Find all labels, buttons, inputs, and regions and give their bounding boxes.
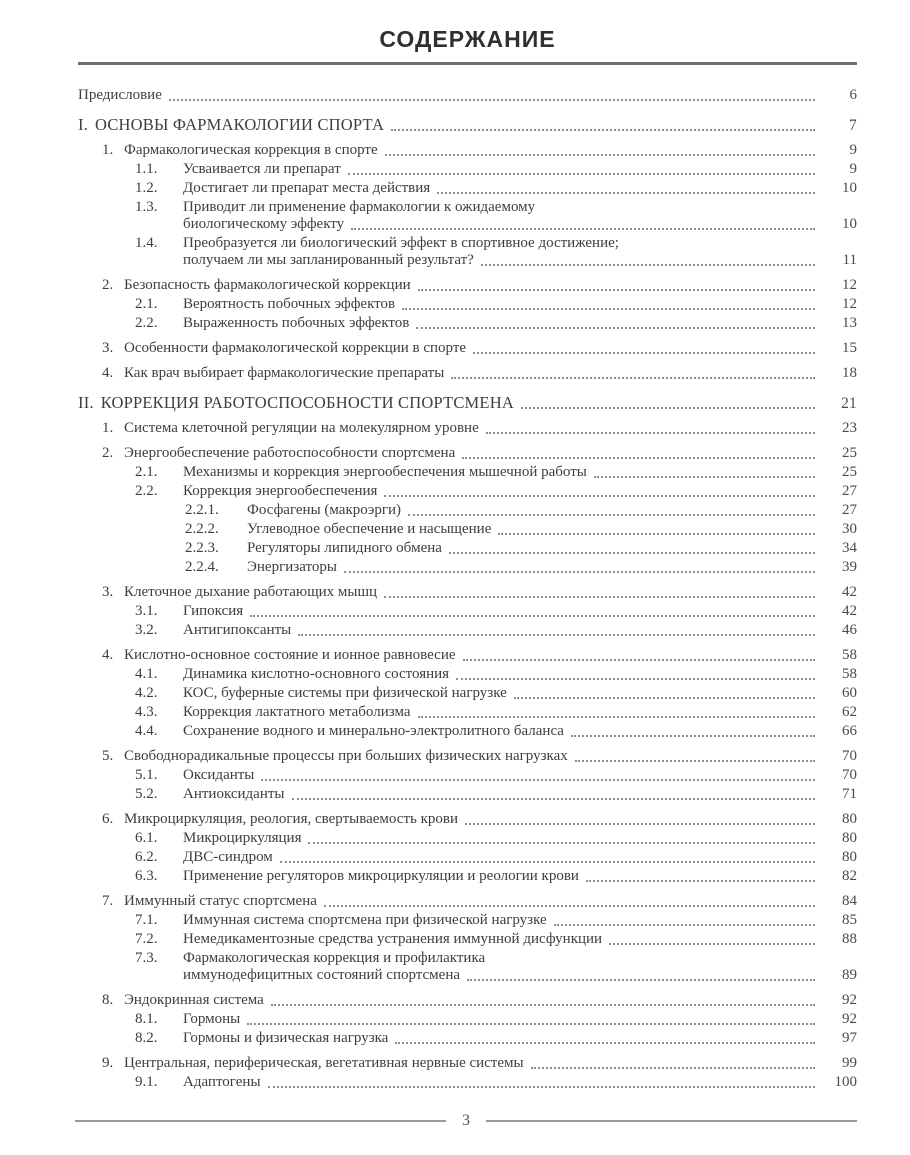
toc-entry-line [135, 868, 857, 885]
toc-page-number: 30 [842, 521, 857, 537]
dotted-leader [268, 1086, 815, 1088]
toc-entry-label-continuation: иммунодефицитных состояний спортсмена [183, 967, 461, 983]
toc-page-number: 92 [842, 992, 857, 1008]
toc-entry-label: Микроциркуляция, реология, свертываемость крови [124, 811, 458, 827]
toc-entry [78, 445, 857, 462]
toc-entry [78, 767, 857, 784]
toc-page-number: 58 [842, 647, 857, 663]
toc-page-number: 39 [842, 559, 857, 575]
dotted-leader [250, 615, 815, 617]
toc-entry-line [135, 296, 857, 313]
dotted-leader [416, 327, 815, 329]
toc-entry-number: 5.1. [135, 767, 158, 783]
dotted-leader [456, 678, 815, 680]
toc-entry-number: II. [78, 393, 94, 412]
toc-entry-line-continuation [135, 216, 857, 233]
toc-entry [78, 464, 857, 481]
dotted-leader [344, 571, 815, 573]
toc-entry-number: 6. [102, 811, 114, 827]
dotted-leader [169, 99, 815, 101]
dotted-leader [437, 192, 815, 194]
toc-entry-number: 1. [102, 142, 114, 158]
toc-entry-label: Механизмы и коррекция энергообеспечения мышечной работы [183, 464, 587, 480]
dotted-leader [348, 173, 815, 175]
dotted-leader [298, 634, 815, 636]
toc-entry-number: 6.2. [135, 849, 158, 865]
toc-entry [78, 893, 857, 910]
toc-entry-line [135, 849, 857, 866]
toc-entry-number: 5.2. [135, 786, 158, 802]
dotted-leader [594, 476, 815, 478]
toc-entry-label: Усваивается ли препарат [183, 161, 341, 177]
toc-page-number: 88 [842, 931, 857, 947]
toc-entry-line [102, 365, 857, 382]
dotted-leader [465, 823, 815, 825]
toc-entry-label: Фармакологическая коррекция и профилактика [183, 950, 486, 966]
toc-entry-number: 2.2.4. [185, 559, 219, 575]
toc-entry [78, 666, 857, 683]
toc-entry [78, 365, 857, 382]
toc-entry-line [135, 685, 857, 702]
page-footer [75, 1112, 857, 1130]
toc-page-number: 89 [842, 967, 857, 983]
toc-entry-label: Энергизаторы [247, 559, 337, 575]
toc-entry-number: 1. [102, 420, 114, 436]
toc-entry-label: Кислотно-основное состояние и ионное равновесие [124, 647, 456, 663]
toc-entry-line [135, 603, 857, 620]
toc-entry-label: Антиоксиданты [183, 786, 285, 802]
toc-entry [78, 116, 857, 134]
toc-entry-line [102, 647, 857, 664]
toc-entry-number: 7. [102, 893, 114, 909]
toc-entry [78, 1074, 857, 1091]
toc-entry [78, 502, 857, 519]
toc-page-number: 60 [842, 685, 857, 701]
toc-entry-label: Эндокринная система [124, 992, 264, 1008]
toc-page-number: 62 [842, 704, 857, 720]
dotted-leader [408, 514, 815, 516]
toc-entry-number: 1.2. [135, 180, 158, 196]
toc-entry-line [135, 1030, 857, 1047]
toc-entry-line [135, 704, 857, 721]
toc-entry-label: Сохранение водного и минерально-электролитного баланса [183, 723, 564, 739]
toc-page-number: 25 [842, 445, 857, 461]
toc-entry [78, 87, 857, 104]
toc-entry-number: 4.4. [135, 723, 158, 739]
dotted-leader [395, 1042, 815, 1044]
toc-entry-number: 2.1. [135, 296, 158, 312]
toc-page-number: 27 [842, 502, 857, 518]
dotted-leader [402, 308, 815, 310]
dotted-leader [586, 880, 815, 882]
toc-entry [78, 992, 857, 1009]
toc-entry-line-continuation [135, 967, 857, 984]
toc-entry-label: Динамика кислотно-основного состояния [183, 666, 450, 682]
toc-entry-line [102, 142, 857, 159]
toc-entry-line [102, 420, 857, 437]
toc-entry-number: 1.3. [135, 199, 158, 215]
toc-entry-number: 3.2. [135, 622, 158, 638]
toc-page-number: 100 [834, 1074, 857, 1090]
toc-page-number: 10 [842, 180, 857, 196]
toc-entry-label: Немедикаментозные средства устранения иммунной дисфункции [183, 931, 603, 947]
toc-entry-label: Вероятность побочных эффектов [183, 296, 396, 312]
toc-entry-number: 2.2. [135, 483, 158, 499]
toc-entry-label: Центральная, периферическая, вегетативная нервные системы [124, 1055, 524, 1071]
dotted-leader [385, 154, 815, 156]
toc-entry-label: Оксиданты [183, 767, 255, 783]
toc-entry [78, 647, 857, 664]
toc-entry-number: 9. [102, 1055, 114, 1071]
toc-entry [78, 296, 857, 313]
toc-entry [78, 849, 857, 866]
toc-page-number: 11 [842, 252, 857, 268]
toc-page-number: 46 [842, 622, 857, 638]
toc-page-number: 9 [849, 142, 857, 158]
toc-page-number: 58 [842, 666, 857, 682]
dotted-leader [486, 432, 815, 434]
toc-page-number: 21 [841, 395, 857, 412]
toc-entry [78, 483, 857, 500]
toc-entry-line [135, 767, 857, 784]
toc-entry-label: Иммунный статус спортсмена [124, 893, 317, 909]
dotted-leader [351, 228, 815, 230]
toc-entry [78, 199, 857, 233]
toc-entry-number: 7.2. [135, 931, 158, 947]
toc-entry-number: 3.1. [135, 603, 158, 619]
toc-entry [78, 868, 857, 885]
toc-entry-line [135, 786, 857, 803]
toc-page-number: 85 [842, 912, 857, 928]
toc-entry-label: Коррекция энергообеспечения [183, 483, 378, 499]
toc-entry [78, 912, 857, 929]
toc-entry-number: 4. [102, 647, 114, 663]
toc-entry-label: Адаптогены [183, 1074, 261, 1090]
toc-entry-line [78, 116, 857, 134]
dotted-leader [554, 924, 815, 926]
toc-entry-line [135, 622, 857, 639]
toc-page-number: 70 [842, 767, 857, 783]
toc-page-number: 15 [842, 340, 857, 356]
toc-entry-number: 4. [102, 365, 114, 381]
toc-entry-label: Фармакологическая коррекция в спорте [124, 142, 378, 158]
dotted-leader [271, 1004, 815, 1006]
toc-entry-line [135, 830, 857, 847]
toc-entry-line [135, 161, 857, 178]
toc-entry [78, 603, 857, 620]
toc-entry-label: КОС, буферные системы при физической нагрузке [183, 685, 507, 701]
footer-page-number: 3 [462, 1112, 470, 1129]
toc-entry-line [135, 315, 857, 332]
toc-entry-line [135, 483, 857, 500]
toc-page-number: 42 [842, 603, 857, 619]
toc-entry-line [185, 521, 857, 538]
dotted-leader [462, 457, 815, 459]
dotted-leader [467, 979, 815, 981]
toc-page-number: 84 [842, 893, 857, 909]
toc-entry [78, 622, 857, 639]
toc-page-number: 23 [842, 420, 857, 436]
toc-entry-label-continuation: получаем ли мы запланированный результат? [183, 252, 474, 268]
toc-entry-line [185, 540, 857, 557]
toc-page-number: 80 [842, 811, 857, 827]
toc-entry [78, 830, 857, 847]
toc-entry-line [102, 1055, 857, 1072]
toc-entry-number: 4.1. [135, 666, 158, 682]
toc-entry-number: 2.2. [135, 315, 158, 331]
dotted-leader [384, 495, 815, 497]
toc-page-number: 12 [842, 277, 857, 293]
toc-page-number: 13 [842, 315, 857, 331]
toc-page-number: 6 [849, 87, 857, 103]
toc-page-number: 27 [842, 483, 857, 499]
toc-entry-label: КОРРЕКЦИЯ РАБОТОСПОСОБНОСТИ СПОРТСМЕНА [100, 393, 514, 412]
toc-entry-line [102, 277, 857, 294]
dotted-leader [384, 596, 815, 598]
toc-page-number: 92 [842, 1011, 857, 1027]
footer-rule-right [486, 1120, 857, 1122]
toc-entry-label: Выраженность побочных эффектов [183, 315, 410, 331]
toc-entry [78, 420, 857, 437]
toc-entry [78, 685, 857, 702]
dotted-leader [308, 842, 815, 844]
toc-entry [78, 315, 857, 332]
page-title: СОДЕРЖАНИЕ [379, 26, 556, 52]
toc-entry-number: 5. [102, 748, 114, 764]
toc-entry-line [135, 666, 857, 683]
toc-entry-label: Свободнорадикальные процессы при больших физических нагрузках [124, 748, 568, 764]
toc-entry [78, 1011, 857, 1028]
toc-entry-label: Фосфагены (макроэрги) [247, 502, 402, 518]
toc-entry-label: Предисловие [78, 87, 162, 103]
toc-entry [78, 811, 857, 828]
toc-entry-number: 2. [102, 445, 114, 461]
toc-entry-number: 3. [102, 584, 114, 600]
dotted-leader [498, 533, 815, 535]
dotted-leader [571, 735, 815, 737]
toc-page-number: 9 [849, 161, 857, 177]
toc-page-number: 12 [842, 296, 857, 312]
toc-entry-label: Гипоксия [183, 603, 244, 619]
toc-entry [78, 704, 857, 721]
toc-entry-line [135, 1011, 857, 1028]
toc-page-number: 10 [842, 216, 857, 232]
toc-entry-number: 4.2. [135, 685, 158, 701]
toc-entry-label: ДВС-синдром [183, 849, 273, 865]
toc-entry-label-continuation: биологическому эффекту [183, 216, 345, 232]
toc-entry-number: 2. [102, 277, 114, 293]
toc-entry-line [102, 992, 857, 1009]
toc-entry [78, 180, 857, 197]
dotted-leader [521, 407, 815, 409]
toc-entry-number: 7.3. [135, 950, 158, 966]
toc-entry [78, 521, 857, 538]
toc-page-number: 80 [842, 849, 857, 865]
toc-page-number: 70 [842, 748, 857, 764]
toc-entry-number: 2.2.3. [185, 540, 219, 556]
toc-entry-number: 8.1. [135, 1011, 158, 1027]
dotted-leader [247, 1023, 815, 1025]
toc-entry-label: Как врач выбирает фармакологические препараты [124, 365, 445, 381]
toc-entry [78, 142, 857, 159]
toc-entry-number: 6.3. [135, 868, 158, 884]
dotted-leader [418, 289, 815, 291]
dotted-leader [575, 760, 815, 762]
dotted-leader [418, 716, 815, 718]
footer-rule-left [75, 1120, 446, 1122]
toc-entry-number: 1.4. [135, 235, 158, 251]
toc-entry-line [78, 87, 857, 104]
toc-entry-line [135, 950, 857, 967]
dotted-leader [463, 659, 815, 661]
toc-entry-label: Приводит ли применение фармакологии к ожидаемому [183, 199, 536, 215]
dotted-leader [292, 798, 816, 800]
toc-entry-line [102, 748, 857, 765]
toc-entry-label: Гормоны [183, 1011, 241, 1027]
toc-entry-label: Гормоны и физическая нагрузка [183, 1030, 389, 1046]
toc-entry-line [135, 931, 857, 948]
toc-entry [78, 235, 857, 269]
dotted-leader [449, 552, 815, 554]
toc-page-number: 18 [842, 365, 857, 381]
toc-entry [78, 394, 857, 412]
toc-entry-line [185, 559, 857, 576]
toc-entry [78, 559, 857, 576]
toc-entry-number: 8. [102, 992, 114, 1008]
dotted-leader [451, 377, 815, 379]
dotted-leader [473, 352, 815, 354]
toc-entry-number: 4.3. [135, 704, 158, 720]
toc-entry-label: Применение регуляторов микроциркуляции и реологии крови [183, 868, 579, 884]
toc-entry [78, 786, 857, 803]
toc-entry-line [135, 235, 857, 252]
dotted-leader [481, 264, 815, 266]
toc-entry [78, 540, 857, 557]
toc-entry-label: Безопасность фармакологической коррекции [124, 277, 411, 293]
toc-entry-line [185, 502, 857, 519]
toc-entry [78, 1030, 857, 1047]
toc-entry-label: ОСНОВЫ ФАРМАКОЛОГИИ СПОРТА [95, 115, 385, 134]
toc-entry-line [135, 723, 857, 740]
toc-entry-number: I. [78, 115, 89, 134]
toc-entry-number: 2.2.2. [185, 521, 219, 537]
dotted-leader [531, 1067, 815, 1069]
toc-page-number: 82 [842, 868, 857, 884]
dotted-leader [514, 697, 815, 699]
toc-entry-number: 1.1. [135, 161, 158, 177]
toc-entry-line [135, 912, 857, 929]
toc-entry [78, 161, 857, 178]
toc-entry-label: Регуляторы липидного обмена [247, 540, 442, 556]
title-rule [78, 62, 857, 65]
toc-page-number: 80 [842, 830, 857, 846]
toc-entry-number: 7.1. [135, 912, 158, 928]
toc-page-number: 99 [842, 1055, 857, 1071]
toc-entry-line [135, 1074, 857, 1091]
toc-entry-label: Энергообеспечение работоспособности спортсмена [124, 445, 456, 461]
toc-entry-number: 8.2. [135, 1030, 158, 1046]
toc-entry-line [102, 811, 857, 828]
toc-entry-line [78, 394, 857, 412]
toc-entry-label: Коррекция лактатного метаболизма [183, 704, 411, 720]
toc-entry-label: Система клеточной регуляции на молекулярном уровне [124, 420, 479, 436]
toc-entry [78, 950, 857, 984]
toc-entry-line [135, 464, 857, 481]
toc-entry [78, 931, 857, 948]
toc-entry-line-continuation [135, 252, 857, 269]
toc-entry-label: Микроциркуляция [183, 830, 302, 846]
toc-entry [78, 277, 857, 294]
toc-entry-label: Иммунная система спортсмена при физической нагрузке [183, 912, 547, 928]
toc-entry-line [135, 180, 857, 197]
toc-entry-line [102, 584, 857, 601]
toc-entry-line [102, 445, 857, 462]
toc-entry [78, 748, 857, 765]
toc-page-number: 66 [842, 723, 857, 739]
toc-page-number: 97 [842, 1030, 857, 1046]
toc-entry-label: Углеводное обеспечение и насыщение [247, 521, 492, 537]
toc-entry-label: Преобразуется ли биологический эффект в спортивное достижение; [183, 235, 619, 251]
toc-list [78, 87, 857, 1091]
toc-entry-label: Клеточное дыхание работающих мышц [124, 584, 378, 600]
toc-entry [78, 584, 857, 601]
toc-page-number: 25 [842, 464, 857, 480]
toc-page-number: 42 [842, 584, 857, 600]
toc-entry-label: Антигипоксанты [183, 622, 292, 638]
toc-entry-line [102, 340, 857, 357]
toc-page-number: 34 [842, 540, 857, 556]
toc-entry [78, 340, 857, 357]
toc-page-number: 71 [842, 786, 857, 802]
dotted-leader [280, 861, 815, 863]
toc-entry-number: 2.1. [135, 464, 158, 480]
dotted-leader [261, 779, 815, 781]
toc-entry-line [102, 893, 857, 910]
dotted-leader [391, 129, 815, 131]
toc-entry-label: Особенности фармакологической коррекции в спорте [124, 340, 467, 356]
toc-entry [78, 1055, 857, 1072]
toc-entry-number: 9.1. [135, 1074, 158, 1090]
toc-entry-number: 2.2.1. [185, 502, 219, 518]
toc-entry-number: 3. [102, 340, 114, 356]
toc-page-number: 7 [849, 117, 857, 134]
toc-entry-line [135, 199, 857, 216]
toc-entry-number: 6.1. [135, 830, 158, 846]
toc-entry-label: Достигает ли препарат места действия [183, 180, 431, 196]
dotted-leader [324, 905, 815, 907]
dotted-leader [609, 943, 815, 945]
toc-entry [78, 723, 857, 740]
